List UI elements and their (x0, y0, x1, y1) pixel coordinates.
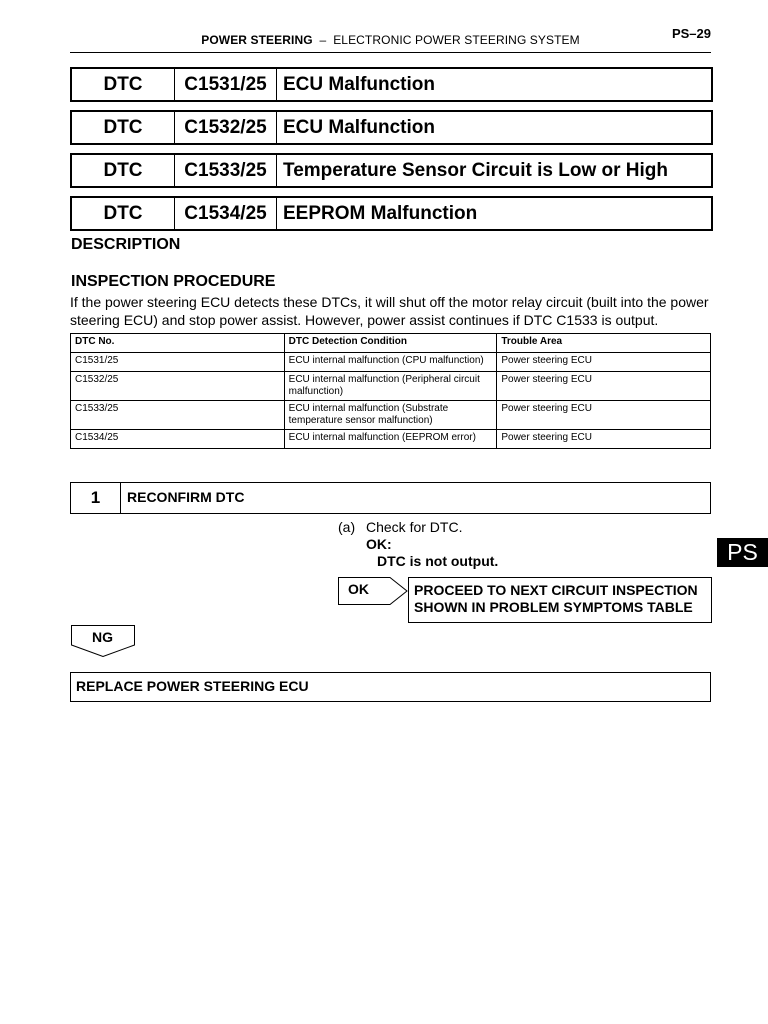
proceed-box (408, 577, 712, 623)
cell-area: Power steering ECU (497, 430, 711, 449)
cell-code: C1531/25 (71, 353, 285, 372)
check-label: (a) (338, 519, 356, 535)
step-number: 1 (71, 483, 121, 513)
proceed-line1: PROCEED TO NEXT CIRCUIT INSPECTION (414, 582, 698, 598)
dtc-code: C1533/25 (175, 155, 277, 186)
dtc-title: EEPROM Malfunction (283, 203, 478, 224)
dtc-label: DTC (72, 155, 175, 186)
cell-code: C1533/25 (71, 401, 285, 430)
ng-branch-label: NG (92, 629, 113, 645)
table-row (71, 401, 711, 430)
header-title (70, 33, 711, 47)
table-row (71, 430, 711, 449)
column-header-condition: DTC Detection Condition (284, 334, 497, 353)
dtc-header-c1531 (70, 67, 713, 102)
inspection-heading: INSPECTION PROCEDURE (71, 273, 276, 290)
dtc-label: DTC (72, 198, 175, 229)
inspection-text-line1: If the power steering ECU detects these DTCs, it will shut off the motor relay circuit (built into the power (70, 294, 709, 310)
ok-text: DTC is not output. (377, 553, 499, 569)
cell-area: Power steering ECU (497, 372, 711, 401)
cell-area: Power steering ECU (497, 353, 711, 372)
description-heading: DESCRIPTION (71, 236, 181, 253)
dtc-table (70, 333, 711, 449)
check-text: Check for DTC. (366, 519, 463, 535)
page-number: PS–29 (671, 26, 711, 41)
inspection-text (70, 293, 720, 329)
cell-condition: ECU internal malfunction (Peripheral circuit malfunction) (284, 372, 497, 401)
dtc-code: C1534/25 (175, 198, 277, 229)
page-header (70, 26, 711, 53)
dtc-title: ECU Malfunction (283, 117, 435, 138)
header-subsection: ELECTRONIC POWER STEERING SYSTEM (333, 33, 580, 47)
table-row (71, 372, 711, 401)
cell-code: C1534/25 (71, 430, 285, 449)
header-section: POWER STEERING (201, 33, 313, 47)
cell-condition: ECU internal malfunction (Substrate temperature sensor malfunction) (284, 401, 497, 430)
dtc-code: C1531/25 (175, 69, 277, 100)
step-1-box (70, 482, 711, 514)
cell-area: Power steering ECU (497, 401, 711, 430)
dtc-title: ECU Malfunction (283, 74, 435, 95)
ng-branch-arrow (71, 625, 135, 657)
ok-title: OK: (366, 536, 392, 552)
ok-branch-label: OK (348, 581, 369, 597)
cell-code: C1532/25 (71, 372, 285, 401)
table-row (71, 353, 711, 372)
column-header-trouble-area: Trouble Area (497, 334, 711, 353)
section-tab: PS (717, 538, 768, 567)
column-header-dtc-no: DTC No. (71, 334, 285, 353)
step-title: RECONFIRM DTC (127, 489, 245, 505)
dtc-header-c1533 (70, 153, 713, 188)
proceed-line2: SHOWN IN PROBLEM SYMPTOMS TABLE (414, 599, 693, 615)
replace-text: REPLACE POWER STEERING ECU (76, 678, 309, 694)
cell-condition: ECU internal malfunction (EEPROM error) (284, 430, 497, 449)
dtc-code: C1532/25 (175, 112, 277, 143)
replace-box (70, 672, 711, 702)
dtc-label: DTC (72, 112, 175, 143)
inspection-text-line2: steering ECU) and stop power assist. However, power assist continues if DTC C1533 is output. (70, 312, 659, 328)
check-instruction (338, 519, 499, 569)
cell-condition: ECU internal malfunction (CPU malfunction) (284, 353, 497, 372)
table-header-row (71, 334, 711, 353)
dtc-title: Temperature Sensor Circuit is Low or High (283, 160, 668, 181)
header-separator: – (319, 33, 327, 47)
dtc-header-c1534 (70, 196, 713, 231)
dtc-header-c1532 (70, 110, 713, 145)
ok-branch-arrow (338, 577, 408, 605)
dtc-label: DTC (72, 69, 175, 100)
